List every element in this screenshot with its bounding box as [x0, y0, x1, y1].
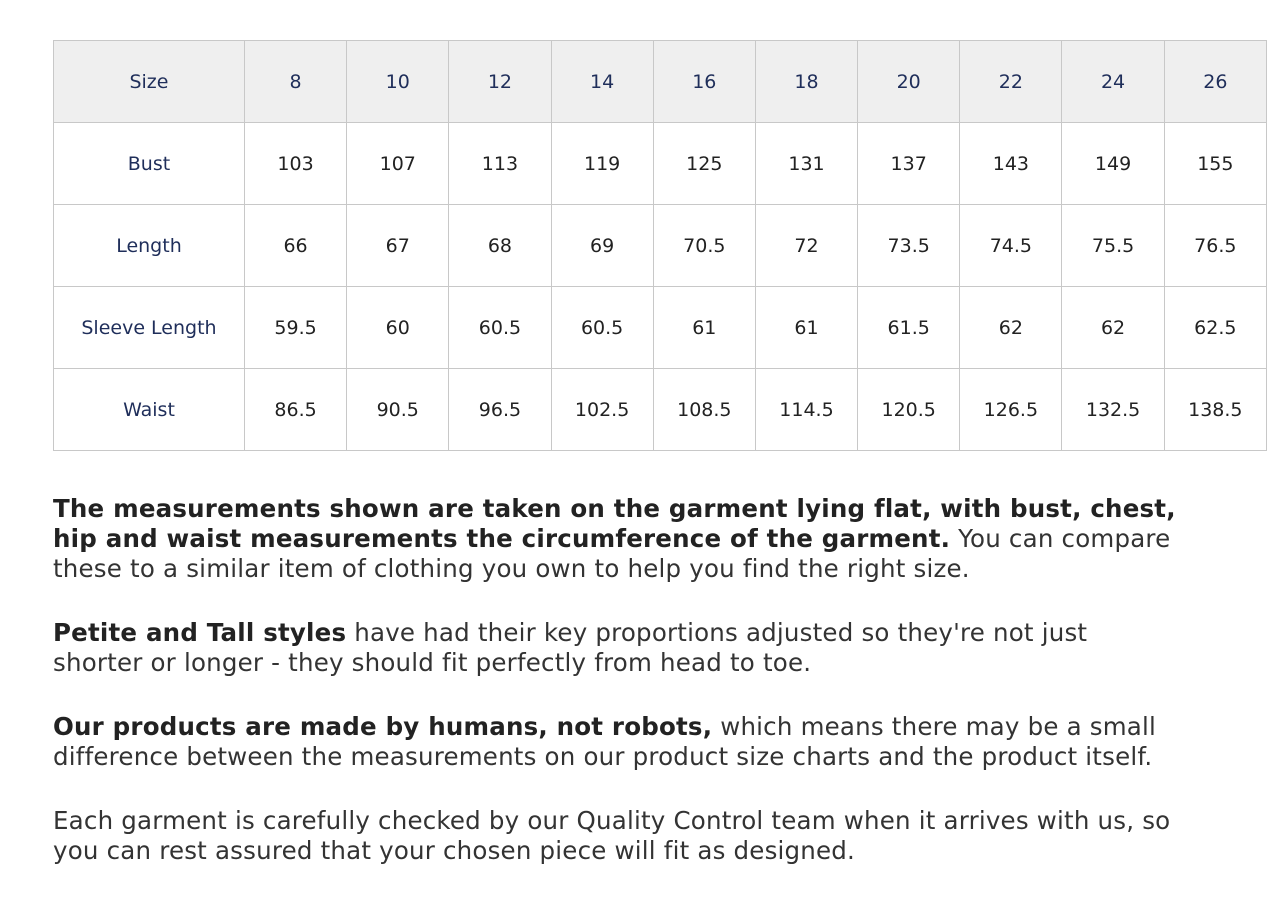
size-header-cell: 14	[551, 41, 653, 123]
petite-tall-note-text: have had their key proportions adjusted so they're not just shorter or longer - they should fit perfectly from head to toe.	[53, 618, 1088, 677]
length-row-label: Length	[54, 205, 245, 287]
handmade-note-text: which means there may be a small difference between the measurements on our product size charts and the product itself.	[53, 712, 1157, 771]
quality-control-note	[53, 806, 1178, 866]
sleeve-length-cell: 62	[960, 287, 1062, 369]
waist-cell: 138.5	[1164, 369, 1266, 451]
size-row	[54, 41, 1267, 123]
waist-cell: 102.5	[551, 369, 653, 451]
waist-cell: 86.5	[244, 369, 346, 451]
size-header-cell: 24	[1062, 41, 1164, 123]
size-header-cell: 8	[244, 41, 346, 123]
bust-cell: 137	[858, 123, 960, 205]
bust-cell: 155	[1164, 123, 1266, 205]
length-cell: 70.5	[653, 205, 755, 287]
length-row	[54, 205, 1267, 287]
bust-cell: 149	[1062, 123, 1164, 205]
length-cell: 67	[347, 205, 449, 287]
petite-tall-note	[53, 618, 1178, 678]
sleeve-length-row	[54, 287, 1267, 369]
length-cell: 75.5	[1062, 205, 1164, 287]
length-cell: 76.5	[1164, 205, 1266, 287]
length-cell: 74.5	[960, 205, 1062, 287]
petite-tall-note-bold: Petite and Tall styles	[53, 618, 347, 647]
waist-cell: 108.5	[653, 369, 755, 451]
length-cell: 69	[551, 205, 653, 287]
handmade-note-bold: Our products are made by humans, not robots,	[53, 712, 713, 741]
size-guide-notes	[53, 494, 1178, 900]
size-row-label: Size	[54, 41, 245, 123]
handmade-note	[53, 712, 1178, 772]
quality-control-note-text: Each garment is carefully checked by our Quality Control team when it arrives with us, so you can rest assured that your chosen piece will fit as designed.	[53, 806, 1171, 865]
sleeve-length-cell: 61	[653, 287, 755, 369]
waist-row	[54, 369, 1267, 451]
size-header-cell: 10	[347, 41, 449, 123]
waist-cell: 90.5	[347, 369, 449, 451]
size-header-cell: 16	[653, 41, 755, 123]
size-header-cell: 26	[1164, 41, 1266, 123]
waist-cell: 114.5	[755, 369, 857, 451]
sleeve-length-cell: 60.5	[449, 287, 551, 369]
sleeve-length-cell: 61.5	[858, 287, 960, 369]
bust-cell: 143	[960, 123, 1062, 205]
sleeve-length-cell: 61	[755, 287, 857, 369]
length-cell: 72	[755, 205, 857, 287]
sleeve-length-cell: 62	[1062, 287, 1164, 369]
size-chart-table	[53, 40, 1267, 451]
sleeve-length-row-label: Sleeve Length	[54, 287, 245, 369]
bust-cell: 131	[755, 123, 857, 205]
length-cell: 66	[244, 205, 346, 287]
measurement-note	[53, 494, 1178, 584]
bust-cell: 103	[244, 123, 346, 205]
size-header-cell: 20	[858, 41, 960, 123]
waist-cell: 132.5	[1062, 369, 1164, 451]
waist-cell: 120.5	[858, 369, 960, 451]
size-header-cell: 12	[449, 41, 551, 123]
sleeve-length-cell: 60	[347, 287, 449, 369]
sleeve-length-cell: 59.5	[244, 287, 346, 369]
size-header-cell: 22	[960, 41, 1062, 123]
waist-cell: 96.5	[449, 369, 551, 451]
length-cell: 68	[449, 205, 551, 287]
sleeve-length-cell: 60.5	[551, 287, 653, 369]
waist-row-label: Waist	[54, 369, 245, 451]
size-header-cell: 18	[755, 41, 857, 123]
bust-cell: 113	[449, 123, 551, 205]
bust-cell: 125	[653, 123, 755, 205]
bust-row-label: Bust	[54, 123, 245, 205]
bust-row	[54, 123, 1267, 205]
length-cell: 73.5	[858, 205, 960, 287]
bust-cell: 119	[551, 123, 653, 205]
measurement-note-text: You can compare these to a similar item of clothing you own to help you find the right size.	[53, 524, 1171, 583]
measurement-note-bold: The measurements shown are taken on the garment lying flat, with bust, chest, hip and waist measurements the circumference of the garment.	[53, 494, 1176, 553]
waist-cell: 126.5	[960, 369, 1062, 451]
sleeve-length-cell: 62.5	[1164, 287, 1266, 369]
size-chart-table-wrapper	[53, 40, 1243, 452]
bust-cell: 107	[347, 123, 449, 205]
